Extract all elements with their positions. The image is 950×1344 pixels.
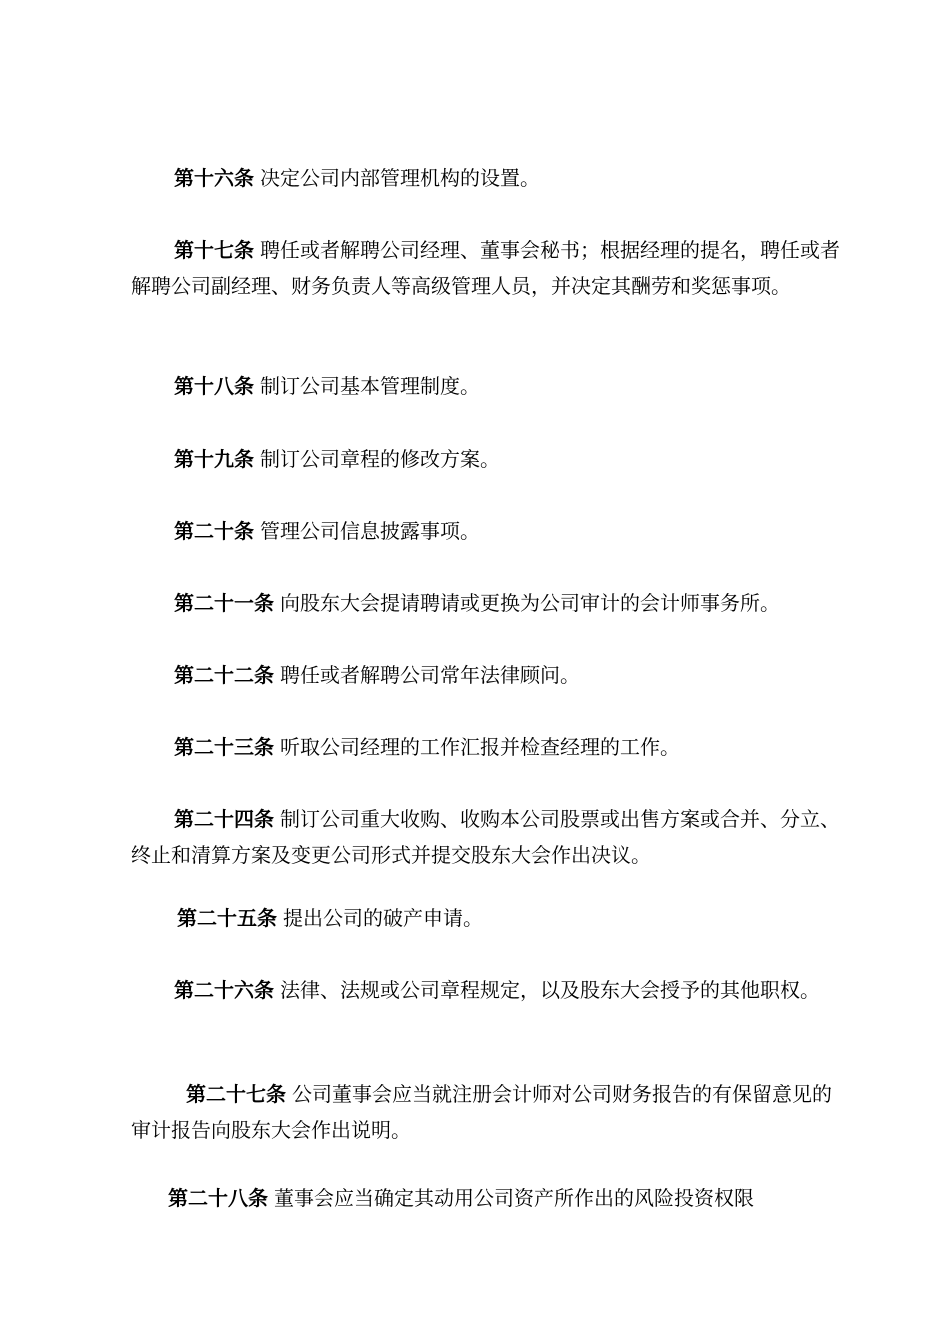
article-17: [131, 232, 841, 304]
article-text: 制订公司基本管理制度。: [260, 374, 480, 398]
article-text: 听取公司经理的工作汇报并检查经理的工作。: [280, 735, 680, 759]
article-number: 第二十八条: [168, 1186, 268, 1210]
article-19: [131, 441, 841, 477]
article-18: [131, 368, 841, 404]
article-24: [131, 801, 841, 873]
article-text: 聘任或者解聘公司常年法律顾问。: [280, 663, 580, 687]
article-text: 提出公司的破产申请。: [283, 906, 483, 930]
article-text: 法律、法规或公司章程规定，以及股东大会授予的其他职权。: [280, 978, 820, 1002]
article-16: [131, 160, 841, 196]
article-number: 第二十六条: [174, 978, 274, 1002]
article-text: 决定公司内部管理机构的设置。: [260, 166, 540, 190]
article-number: 第二十一条: [174, 591, 274, 615]
article-text: 聘任或者解聘公司经理、董事会秘书；根据经理的提名，聘任或者解聘公司副经理、财务负责人等高级管理人员，并决定其酬劳和奖惩事项。: [131, 238, 840, 298]
article-25: [131, 900, 841, 936]
article-23: [131, 729, 841, 765]
article-27: [131, 1076, 841, 1148]
article-number: 第二十四条: [174, 807, 274, 831]
article-number: 第二十七条: [186, 1082, 286, 1106]
article-number: 第二十二条: [174, 663, 274, 687]
article-number: 第十七条: [174, 238, 254, 262]
article-number: 第二十五条: [177, 906, 277, 930]
article-20: [131, 513, 841, 549]
article-number: 第十九条: [174, 447, 254, 471]
article-text: 制订公司重大收购、收购本公司股票或出售方案或合并、分立、终止和清算方案及变更公司形式并提交股东大会作出决议。: [131, 807, 840, 867]
article-text: 董事会应当确定其动用公司资产所作出的风险投资权限: [274, 1186, 754, 1210]
article-number: 第二十三条: [174, 735, 274, 759]
article-28: [131, 1180, 841, 1216]
article-number: 第二十条: [174, 519, 254, 543]
article-text: 向股东大会提请聘请或更换为公司审计的会计师事务所。: [280, 591, 780, 615]
article-number: 第十六条: [174, 166, 254, 190]
article-26: [131, 972, 841, 1008]
article-text: 公司董事会应当就注册会计师对公司财务报告的有保留意见的审计报告向股东大会作出说明。: [131, 1082, 832, 1142]
article-21: [131, 585, 841, 621]
article-number: 第十八条: [174, 374, 254, 398]
article-22: [131, 657, 841, 693]
article-text: 制订公司章程的修改方案。: [260, 447, 500, 471]
article-text: 管理公司信息披露事项。: [260, 519, 480, 543]
